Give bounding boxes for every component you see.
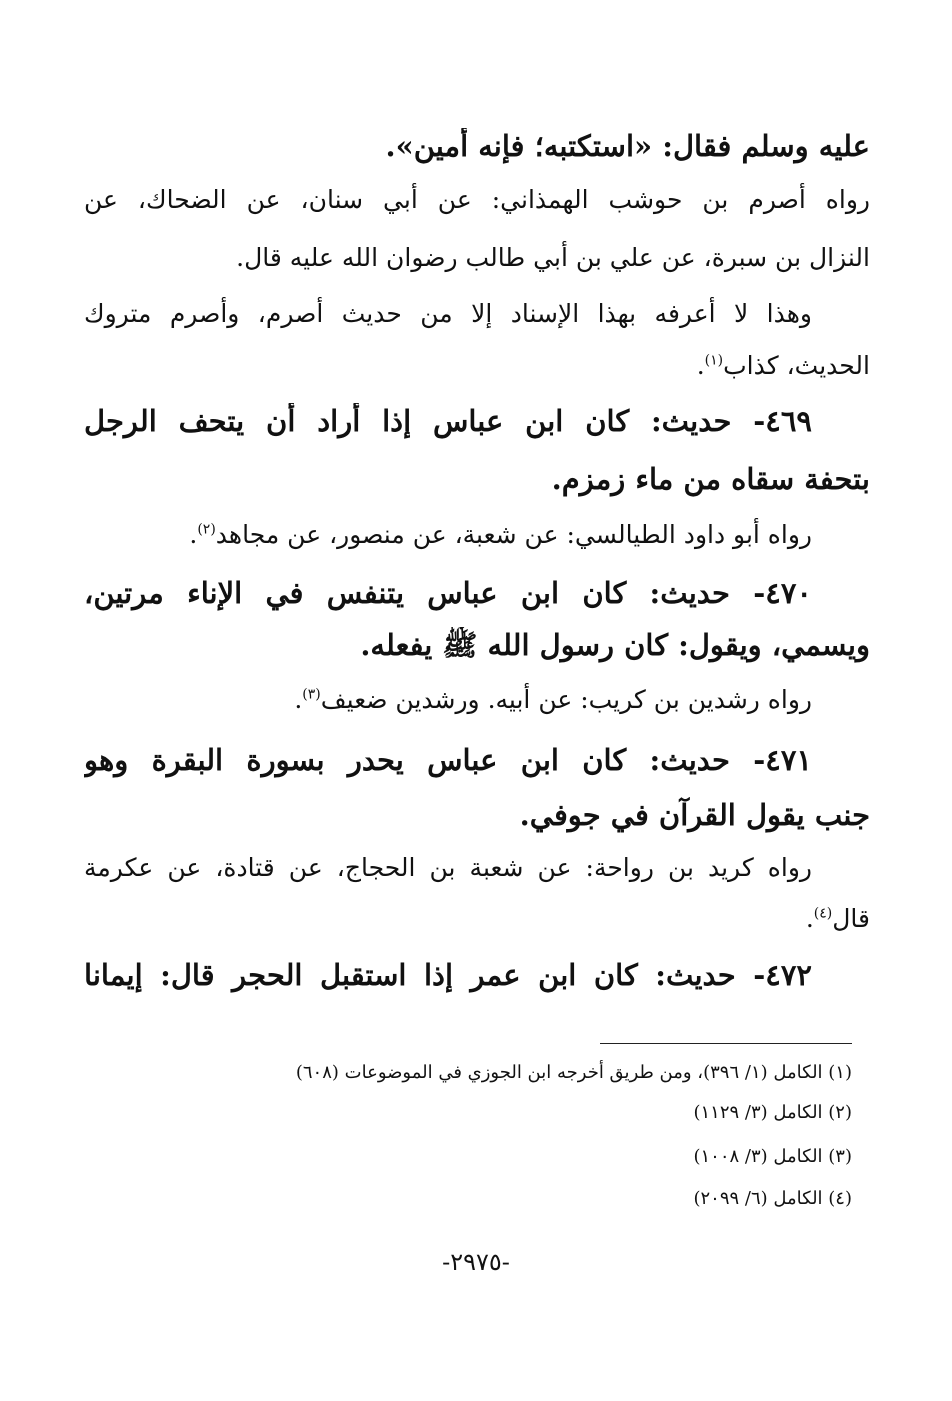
text-line-5-end: .	[696, 351, 705, 380]
footnote-ref-1: (١)	[704, 352, 724, 369]
text-line-11-body: رواه رشدين بن كريب: عن أبيه. ورشدين ضعيف	[320, 685, 812, 714]
footnote-3: (٣) الكامل (٣/ ١٠٠٨)	[693, 1146, 852, 1167]
text-line-15-body: قال	[832, 904, 870, 933]
text-line-5-body: الحديث، كذاب	[723, 351, 870, 380]
text-line-5	[84, 349, 870, 383]
footnote-separator	[600, 1043, 852, 1044]
footnote-ref-2: (٢)	[197, 521, 216, 538]
hadith-471-continuation: جنب يقول القرآن في جوفي.	[519, 798, 870, 832]
text-line-1: عليه وسلم فقال: «استكتبه؛ فإنه أمين».	[385, 129, 870, 163]
hadith-472-heading: ٤٧٢- حديث: كان ابن عمر إذا استقبل الحجر قال: إيمانا	[84, 958, 812, 992]
footnote-ref-4: (٤)	[813, 905, 833, 922]
text-line-15-end: .	[805, 904, 814, 933]
text-line-14: رواه كريد بن رواحة: عن شعبة بن الحجاج، عن قتادة، عن عكرمة	[84, 853, 812, 882]
text-line-3: النزال بن سبرة، عن علي بن أبي طالب رضوان الله عليه قال.	[236, 243, 870, 272]
hadith-471-heading: ٤٧١- حديث: كان ابن عباس يحدر بسورة البقرة وهو	[84, 743, 812, 777]
hadith-470-continuation: ويسمي، ويقول: كان رسول الله ﷺ يفعله.	[360, 628, 870, 662]
text-line-8	[84, 518, 812, 552]
footnote-4: (٤) الكامل (٦/ ٢٠٩٩)	[693, 1188, 852, 1209]
text-line-15	[84, 902, 870, 936]
page-number: -٢٩٧٥-	[442, 1248, 510, 1276]
text-line-2: رواه أصرم بن حوشب الهمذاني: عن أبي سنان، عن الضحاك، عن	[84, 185, 870, 214]
footnote-2: (٢) الكامل (٣/ ١١٢٩)	[693, 1102, 852, 1123]
text-line-11-end: .	[294, 685, 303, 714]
text-line-11	[84, 683, 812, 717]
footnote-1: (١) الكامل (١/ ٣٩٦)، ومن طريق أخرجه ابن الجوزي في الموضوعات (٦٠٨)	[295, 1062, 852, 1083]
footnote-ref-3: (٣)	[302, 686, 321, 703]
text-line-4: وهذا لا أعرفه بهذا الإسناد إلا من حديث أصرم، وأصرم متروك	[84, 299, 812, 328]
hadith-470-heading: ٤٧٠- حديث: كان ابن عباس يتنفس في الإناء مرتين،	[84, 576, 812, 610]
text-line-8-end: .	[189, 520, 198, 549]
hadith-469-continuation: بتحفة سقاه من ماء زمزم.	[551, 462, 870, 496]
hadith-469-heading: ٤٦٩- حديث: كان ابن عباس إذا أراد أن يتحف الرجل	[84, 404, 812, 438]
text-line-8-body: رواه أبو داود الطيالسي: عن شعبة، عن منصور، عن مجاهد	[215, 520, 812, 549]
